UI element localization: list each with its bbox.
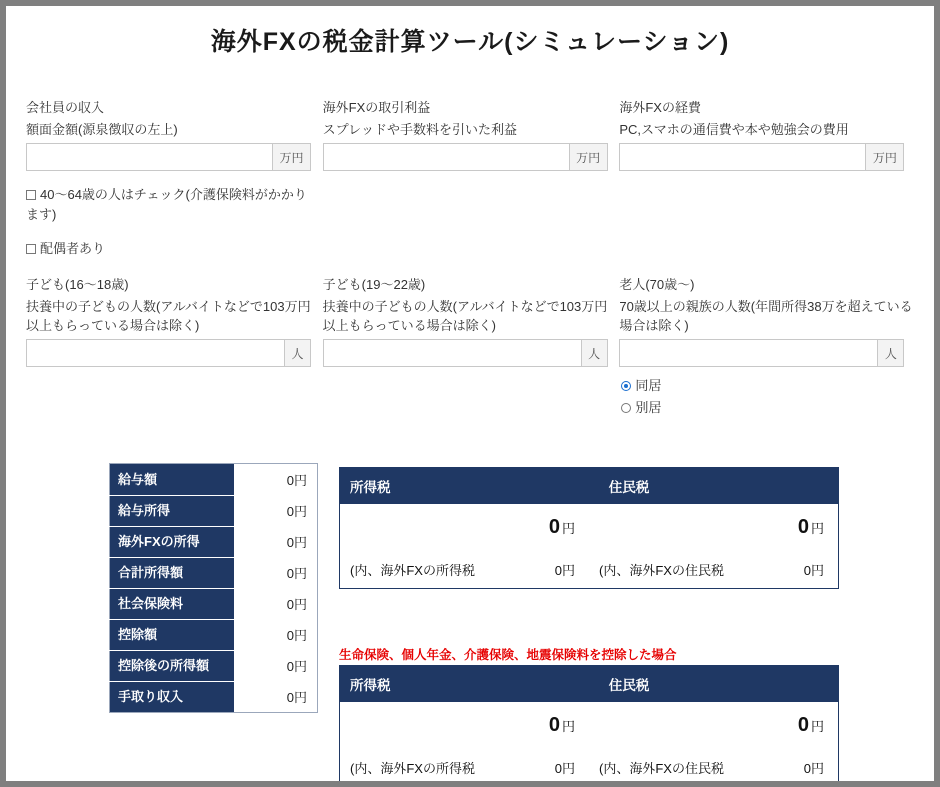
table-row — [110, 495, 318, 526]
radio-living-together-label: 同居 — [635, 378, 662, 393]
summary-key: 控除後の所得額 — [110, 650, 235, 681]
summary-value: 0円 — [234, 681, 318, 713]
child-16-18-label: 子ども(16〜18歳) — [26, 277, 129, 292]
summary-key: 合計所得額 — [110, 557, 235, 588]
table-row — [110, 526, 318, 557]
tax-box-amounts — [340, 504, 838, 550]
child-19-22-sublabel: 扶養中の子どもの人数(アルバイトなどで103万円以上もらっている場合は除く) — [322, 299, 608, 333]
fx-income-tax-label: (内、海外FXの所得税 — [350, 760, 475, 776]
fx-profit-unit-label: 万円 — [569, 144, 607, 170]
page-container — [6, 6, 934, 781]
fx-profit-input[interactable] — [324, 144, 569, 170]
child-19-22-input-wrap[interactable] — [323, 339, 608, 367]
elderly-input[interactable] — [620, 340, 877, 366]
fx-cost-label: 海外FXの経費 — [619, 100, 701, 115]
resident-tax-amount-cell — [589, 714, 838, 737]
table-row — [110, 650, 318, 681]
summary-value: 0円 — [234, 495, 318, 526]
table-row — [110, 464, 318, 496]
fx-income-tax-row — [340, 758, 589, 777]
summary-key: 給与所得 — [110, 495, 235, 526]
income-tax-amount-cell — [340, 714, 589, 737]
income-tax-amount-cell — [340, 516, 589, 539]
form-row-dependents — [26, 275, 916, 419]
resident-tax-unit: 円 — [810, 520, 824, 536]
income-tax-amount: 0 — [548, 713, 560, 736]
table-row — [110, 619, 318, 650]
table-row — [110, 681, 318, 713]
checkbox-age-icon[interactable] — [26, 190, 36, 200]
radio-living-together-icon[interactable] — [621, 381, 631, 391]
fx-cost-input[interactable] — [620, 144, 865, 170]
field-child-19-22 — [323, 275, 619, 419]
summary-value: 0円 — [234, 526, 318, 557]
income-input[interactable] — [27, 144, 272, 170]
summary-table — [109, 463, 318, 713]
fx-profit-sublabel: スプレッドや手数料を引いた利益 — [322, 122, 518, 137]
fx-cost-input-wrap[interactable] — [619, 143, 904, 171]
fx-resident-tax-row — [589, 758, 838, 777]
child-16-18-input-wrap[interactable] — [26, 339, 311, 367]
income-input-wrap[interactable] — [26, 143, 311, 171]
checkbox-spouse-label: 配偶者あり — [40, 241, 106, 256]
radio-living-apart-label: 別居 — [635, 400, 662, 415]
resident-tax-header-label: 住民税 — [608, 678, 650, 693]
income-label: 会社員の収入 — [26, 100, 105, 115]
field-elderly — [619, 275, 915, 419]
income-tax-unit: 円 — [561, 718, 575, 734]
tax-box-header — [340, 666, 838, 702]
child-19-22-unit-label: 人 — [581, 340, 607, 366]
elderly-unit-label: 人 — [877, 340, 903, 366]
fx-cost-unit-label: 万円 — [865, 144, 903, 170]
insurance-deduction-notice: 生命保険、個人年金、介護保険、地震保険料を控除した場合 — [339, 648, 677, 662]
field-fx-cost — [619, 98, 915, 171]
checkbox-spouse-icon[interactable] — [26, 244, 36, 254]
fx-income-tax-label: (内、海外FXの所得税 — [350, 562, 475, 578]
summary-value: 0円 — [234, 557, 318, 588]
fx-income-tax-value: 0円 — [554, 760, 575, 776]
tax-result-box-with-deduction — [339, 665, 839, 781]
child-16-18-unit-label: 人 — [284, 340, 310, 366]
resident-tax-amount-cell — [589, 516, 838, 539]
summary-key: 控除額 — [110, 619, 235, 650]
income-unit-label: 万円 — [272, 144, 310, 170]
income-sublabel: 額面金額(源泉徴収の左上) — [26, 122, 178, 137]
resident-tax-amount: 0 — [797, 515, 809, 538]
elderly-sublabel: 70歳以上の親族の人数(年間所得38万を超えている場合は除く) — [619, 299, 913, 333]
fx-profit-label: 海外FXの取引利益 — [322, 100, 431, 115]
elderly-label: 老人(70歳〜) — [619, 277, 695, 292]
tax-box-sub-amounts — [340, 748, 838, 781]
fx-resident-tax-value: 0円 — [803, 760, 824, 776]
summary-key: 海外FXの所得 — [110, 526, 235, 557]
field-child-16-18 — [26, 275, 322, 419]
fx-resident-tax-row — [589, 560, 838, 579]
fx-profit-input-wrap[interactable] — [323, 143, 608, 171]
income-tax-header-label: 所得税 — [350, 480, 391, 495]
page-title: 海外FXの税金計算ツール(シミュレーション) — [210, 28, 730, 56]
field-fx-profit — [323, 98, 619, 171]
summary-value: 0円 — [234, 650, 318, 681]
tax-box-amounts — [340, 702, 838, 748]
form-row-income — [26, 98, 916, 171]
tax-box-header — [340, 468, 838, 504]
fx-resident-tax-label: (内、海外FXの住民税 — [599, 760, 724, 776]
tax-box-sub-amounts — [340, 550, 838, 588]
fx-cost-sublabel: PC,スマホの通信費や本や勉強会の費用 — [619, 122, 849, 137]
fx-resident-tax-label: (内、海外FXの住民税 — [599, 562, 724, 578]
income-tax-unit: 円 — [561, 520, 575, 536]
child-16-18-sublabel: 扶養中の子どもの人数(アルバイトなどで103万円以上もらっている場合は除く) — [26, 299, 311, 333]
radio-living-together[interactable] — [621, 375, 915, 397]
checkbox-age-row[interactable] — [26, 185, 316, 225]
table-row — [110, 557, 318, 588]
resident-tax-header-label: 住民税 — [608, 480, 650, 495]
radio-living-apart-icon[interactable] — [621, 403, 631, 413]
summary-key: 社会保険料 — [110, 588, 235, 619]
child-16-18-input[interactable] — [27, 340, 284, 366]
fx-income-tax-value: 0円 — [554, 562, 575, 578]
income-tax-amount: 0 — [548, 515, 560, 538]
fx-income-tax-row — [340, 560, 589, 579]
fx-resident-tax-value: 0円 — [803, 562, 824, 578]
summary-value: 0円 — [234, 619, 318, 650]
summary-value: 0円 — [234, 588, 318, 619]
tax-result-box-primary — [339, 467, 839, 589]
field-income — [26, 98, 322, 171]
summary-value: 0円 — [234, 464, 318, 496]
elderly-input-wrap[interactable] — [619, 339, 904, 367]
resident-tax-amount: 0 — [797, 713, 809, 736]
summary-key: 手取り収入 — [110, 681, 235, 713]
child-19-22-label: 子ども(19〜22歳) — [322, 277, 426, 292]
radio-living-apart[interactable] — [621, 397, 915, 419]
form-area — [26, 98, 916, 419]
table-row — [110, 588, 318, 619]
checkbox-age-label: 40〜64歳の人はチェック(介護保険料がかかります) — [26, 187, 307, 222]
summary-key: 給与額 — [110, 464, 235, 496]
child-19-22-input[interactable] — [324, 340, 581, 366]
checkbox-spouse-row[interactable] — [26, 239, 316, 259]
income-tax-header-label: 所得税 — [350, 678, 391, 693]
resident-tax-unit: 円 — [810, 718, 824, 734]
